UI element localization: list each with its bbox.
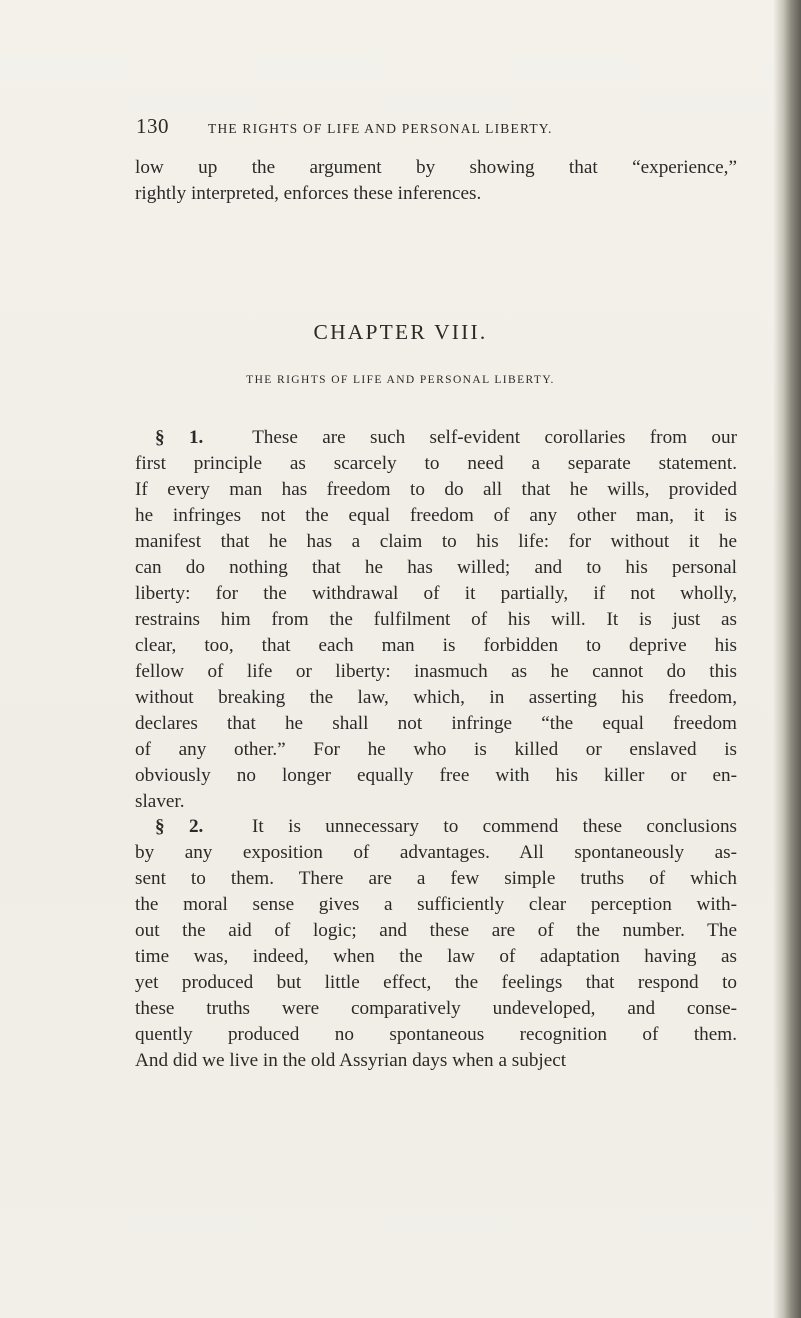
text-line: obviously no longer equally free with his killer or en- [135,765,737,786]
text-line: yet produced but little effect, the feelings that respond to [135,972,737,993]
section-number: § 1. [155,427,204,448]
running-head: THE RIGHTS OF LIFE AND PERSONAL LIBERTY. [208,121,553,136]
section-1-paragraph [135,425,737,815]
page-number: 130 [136,114,169,138]
text-line: liberty: for the withdrawal of it partially, if not wholly, [135,583,737,604]
section-first-line [135,425,737,451]
text-line: low up the argument by showing that “experience,” [135,157,737,178]
text-line: out the aid of logic; and these are of the number. The [135,920,737,941]
page-edge-shadow [773,0,801,1318]
text-line: manifest that he has a claim to his life: for without it he [135,531,737,552]
section-first-line [135,814,737,840]
text-line: first principle as scarcely to need a separate statement. [135,453,737,474]
text-line: sent to them. There are a few simple truths of which [135,868,737,889]
text-line: can do nothing that he has willed; and to his personal [135,557,737,578]
text-line: clear, too, that each man is forbidden to deprive his [135,635,737,656]
text-line: declares that he shall not infringe “the equal freedom [135,713,737,734]
section-2-paragraph [135,814,737,1074]
chapter-title: CHAPTER VIII. [313,320,488,344]
text-line: without breaking the law, which, in asserting his freedom, [135,687,737,708]
text-line: fellow of life or liberty: inasmuch as he cannot do this [135,661,737,682]
text-line: time was, indeed, when the law of adaptation having as [135,946,737,967]
text-line: the moral sense gives a sufficiently clear perception with- [135,894,737,915]
text-span: It is unnecessary to commend these conclusions [252,816,738,837]
text-line: by any exposition of advantages. All spontaneously as- [135,842,737,863]
chapter-subtitle: THE RIGHTS OF LIFE AND PERSONAL LIBERTY. [246,374,555,386]
text-line: he infringes not the equal freedom of any other man, it is [135,505,737,526]
text-line: restrains him from the fulfilment of his will. It is just as [135,609,737,630]
section-number: § 2. [155,816,204,837]
text-line: slaver. [135,791,185,812]
text-span: These are such self-evident corollaries from our [252,427,738,448]
text-line: And did we live in the old Assyrian days when a subject [135,1050,567,1071]
text-line: of any other.” For he who is killed or enslaved is [135,739,737,760]
text-line: rightly interpreted, enforces these inferences. [135,183,482,204]
continuation-paragraph [135,155,737,207]
text-line: these truths were comparatively undeveloped, and conse- [135,998,737,1019]
text-line: If every man has freedom to do all that he wills, provided [135,479,737,500]
text-line: quently produced no spontaneous recognition of them. [135,1024,737,1045]
page-header [136,114,696,139]
